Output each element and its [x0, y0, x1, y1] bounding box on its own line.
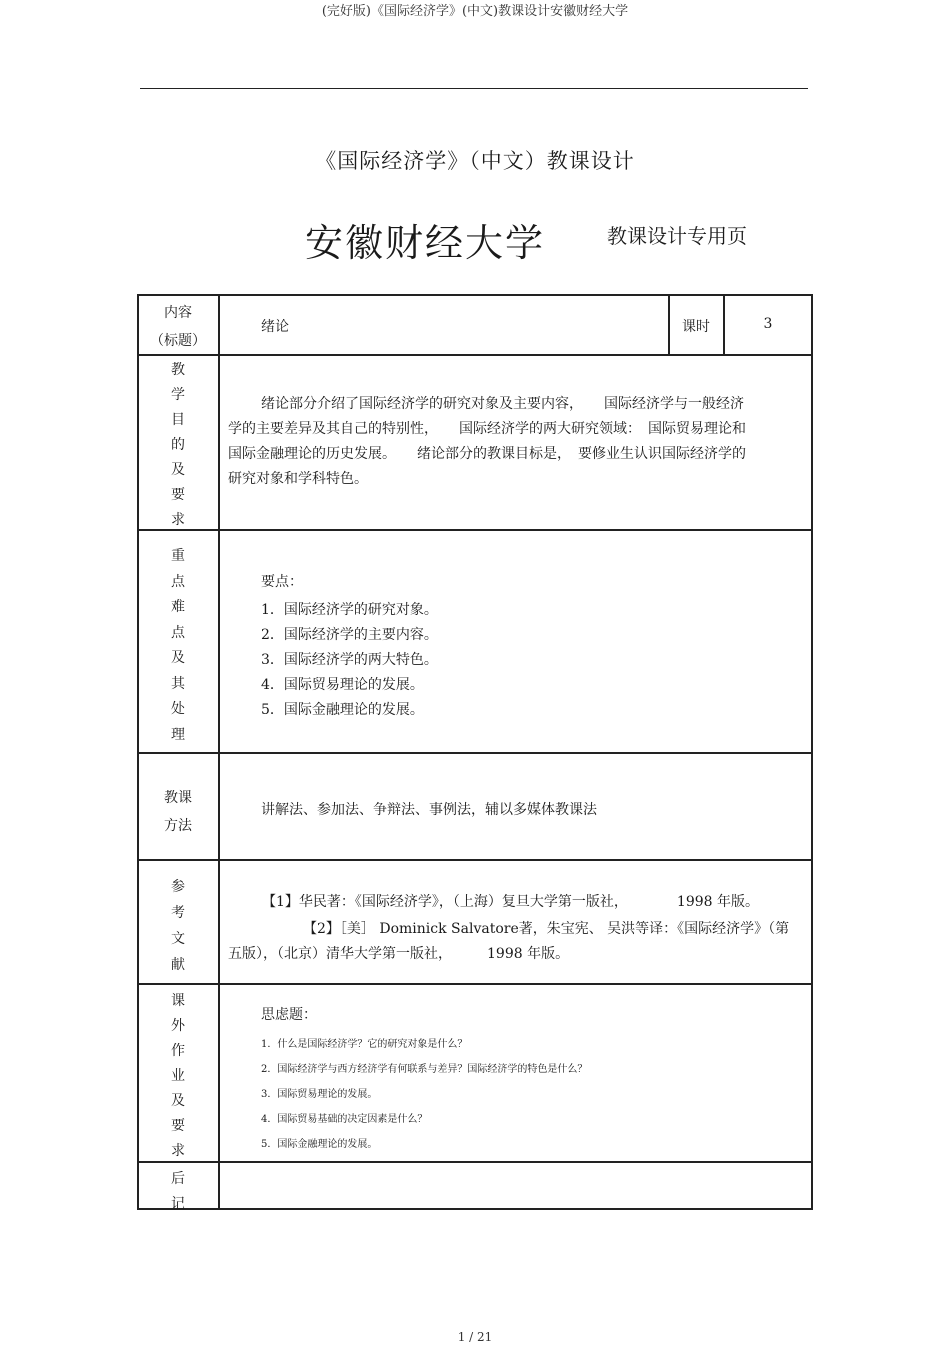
document-header: (完好版)《国际经济学》(中文)教课设计安徽财经大学	[321, 4, 629, 19]
list-item: 4．国际贸易基础的决定因素是什么？	[261, 1114, 428, 1125]
content-label-line2: （标题）	[150, 333, 206, 349]
method-value: 讲解法、参加法、争辩法、事例法，辅以多媒体教课法	[261, 802, 597, 818]
label-char: 难	[171, 599, 185, 615]
label-char: 求	[171, 512, 185, 528]
list-item: 5．国际金融理论的发展。	[261, 1139, 378, 1150]
objectives-line-3: 国际金融理论的历史发展。 绪论部分的教课目标是， 要修业生认识国际经济学的	[228, 446, 746, 462]
label-char: 重	[171, 548, 185, 564]
label-char: 处	[171, 701, 185, 717]
list-item: 3．国际经济学的两大特色。	[261, 652, 438, 668]
objectives-label	[137, 358, 219, 533]
label-char: 其	[171, 675, 185, 692]
key-points-heading: 要点：	[261, 574, 303, 590]
label-char: 课	[171, 993, 185, 1009]
label-char: 献	[171, 957, 185, 973]
school-name: 安徽财经大学	[305, 221, 546, 265]
label-char: 作	[171, 1043, 185, 1059]
objectives-line-1: 绪论部分介绍了国际经济学的研究对象及主要内容， 国际经济学与一般经济	[261, 396, 744, 412]
page-title: 《国际经济学》（中文）教课设计	[315, 149, 635, 173]
label-char: 记	[171, 1196, 185, 1212]
page-label: 教课设计专用页	[607, 224, 747, 248]
hours-label: 课时	[682, 319, 710, 335]
label-char: 及	[171, 1093, 185, 1109]
label-char: 点	[171, 624, 185, 641]
references-label	[137, 874, 219, 978]
method-label-line2: 方法	[164, 818, 192, 834]
hours-value: 3	[763, 316, 773, 332]
method-label-line1: 教课	[164, 790, 192, 806]
list-item: 1．国际经济学的研究对象。	[261, 602, 438, 618]
label-char: 求	[171, 1143, 185, 1159]
row-divider-6	[137, 1161, 812, 1163]
label-char: 要	[171, 487, 185, 503]
homework-label	[137, 989, 219, 1164]
header-rule	[140, 88, 808, 89]
label-char: 外	[171, 1018, 185, 1034]
content-value: 绪论	[261, 319, 289, 335]
row-divider-4	[137, 859, 812, 861]
list-item: 1．什么是国际经济学？它的研究对象是什么？	[261, 1039, 468, 1050]
method-label	[137, 784, 219, 840]
postscript-label	[137, 1167, 219, 1217]
table-border-top	[137, 294, 812, 296]
list-item: 4．国际贸易理论的发展。	[261, 677, 424, 693]
key-points-label	[137, 544, 219, 748]
label-char: 理	[171, 726, 185, 743]
reference-1: 【1】华民著：《国际经济学》，（上海）复旦大学第一版社， 1998 年版。	[262, 894, 759, 910]
table-border-bottom	[137, 1208, 812, 1210]
content-label	[137, 302, 219, 350]
row-divider-5	[137, 983, 812, 985]
objectives-line-2: 学的主要差异及其自己的特别性， 国际经济学的两大研究领域： 国际贸易理论和	[228, 421, 746, 437]
label-char: 业	[171, 1068, 185, 1084]
list-item: 3．国际贸易理论的发展。	[261, 1089, 378, 1100]
label-char: 教	[171, 362, 185, 378]
content-label-line1: 内容	[164, 305, 192, 321]
label-char: 要	[171, 1118, 185, 1134]
objectives-line-4: 研究对象和学科特色。	[228, 471, 368, 487]
row-divider-3	[137, 752, 812, 754]
list-item: 2．国际经济学的主要内容。	[261, 627, 438, 643]
reference-2-line-2: 五版），（北京）清华大学第一版社， 1998 年版。	[228, 946, 570, 962]
row-divider-1	[137, 354, 812, 356]
label-char: 及	[171, 462, 185, 478]
label-char: 点	[171, 573, 185, 590]
list-item: 2．国际经济学与西方经济学有何联系与差异？国际经济学的特色是什么？	[261, 1064, 588, 1075]
page-number: 1 / 21	[457, 1330, 493, 1344]
label-char: 后	[171, 1171, 185, 1187]
label-char: 目	[171, 412, 185, 428]
label-char: 的	[171, 437, 185, 453]
row-divider-2	[137, 529, 812, 531]
list-item: 5．国际金融理论的发展。	[261, 702, 424, 718]
homework-heading: 思虑题：	[261, 1007, 317, 1023]
label-char: 学	[171, 387, 185, 403]
reference-2-line-1: 【2】［美］ Dominick Salvatore著，朱宝宪、 吴洪等译：《国际经济学》（第	[303, 921, 790, 937]
label-char: 参	[171, 879, 185, 895]
label-char: 文	[171, 931, 185, 947]
label-char: 及	[171, 650, 185, 666]
label-char: 考	[171, 905, 185, 921]
